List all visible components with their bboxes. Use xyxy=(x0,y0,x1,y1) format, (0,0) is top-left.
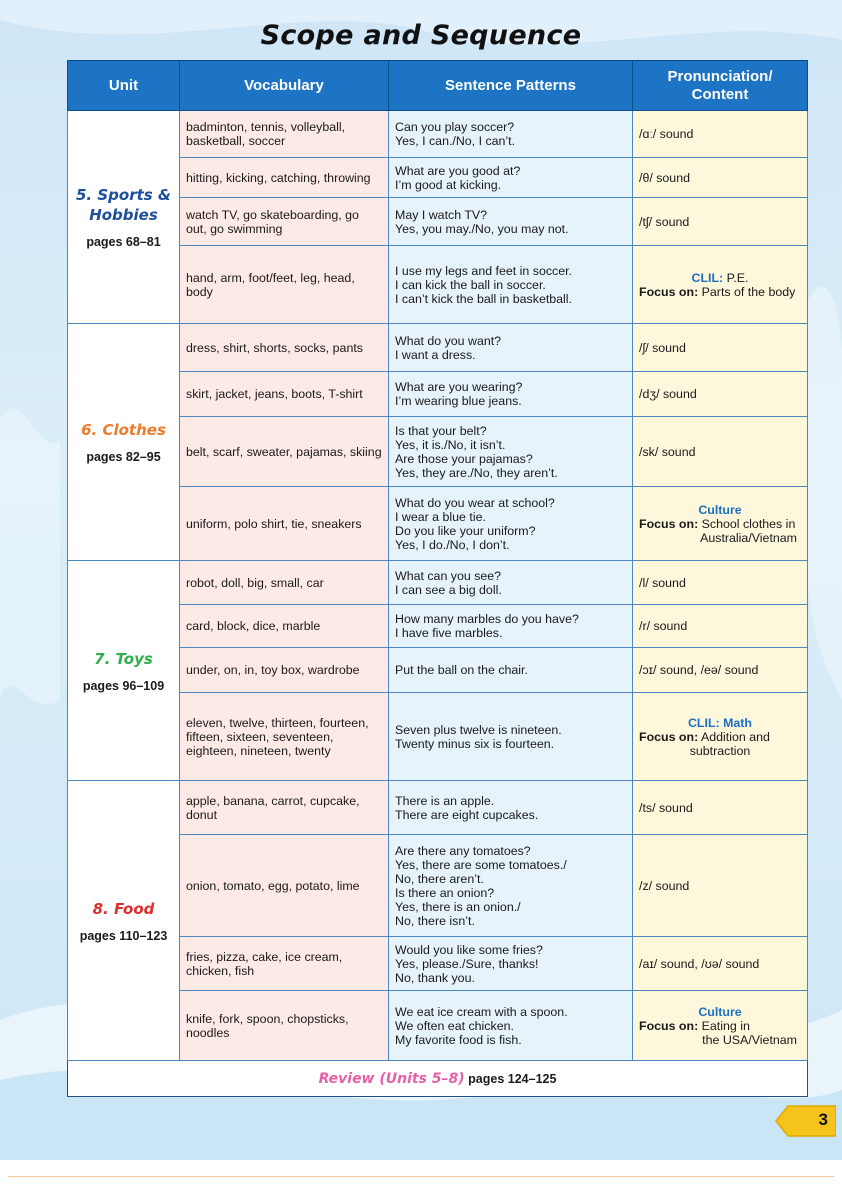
footer-rule xyxy=(8,1176,834,1177)
pattern-cell xyxy=(389,111,633,158)
vocab-cell: card, block, dice, marble xyxy=(180,605,389,648)
focus-line-2: Australia/Vietnam xyxy=(700,530,797,545)
header-unit: Unit xyxy=(68,61,180,111)
pron-cell: /dʒ/ sound xyxy=(633,372,808,417)
table-row xyxy=(68,561,808,605)
header-sentence-patterns: Sentence Patterns xyxy=(389,61,633,111)
pattern-line: I can’t kick the ball in basketball. xyxy=(395,291,573,306)
unit-pages: pages 110–123 xyxy=(79,928,168,943)
page-title: Scope and Sequence xyxy=(260,20,582,51)
pattern-line: Yes, it is./No, it isn’t. xyxy=(395,437,506,452)
pattern-line: Are there any tomatoes? xyxy=(395,843,531,858)
review-pages: pages 124–125 xyxy=(468,1071,557,1086)
focus-line: Focus on: Eating in xyxy=(639,1018,750,1033)
unit-name xyxy=(74,185,173,225)
pattern-line: Do you like your uniform? xyxy=(395,523,536,538)
pattern-line: I’m good at kicking. xyxy=(395,177,502,192)
vocab-cell: badminton, tennis, volleyball, basketball, soccer xyxy=(180,111,389,158)
pattern-line: What can you see? xyxy=(395,568,502,583)
pattern-cell xyxy=(389,561,633,605)
unit-pages: pages 68–81 xyxy=(86,235,161,249)
unit-name: 6. Clothes xyxy=(81,421,166,439)
pattern-line: Is there an onion? xyxy=(395,885,495,900)
vocab-cell: robot, doll, big, small, car xyxy=(180,561,389,605)
pattern-line: Is that your belt? xyxy=(395,423,487,438)
pattern-line: Would you like some fries? xyxy=(395,942,543,957)
vocab-cell: onion, tomato, egg, potato, lime xyxy=(180,835,389,937)
pattern-cell xyxy=(389,693,633,781)
focus-line-2: subtraction xyxy=(689,743,751,758)
vocab-cell: hand, arm, foot/feet, leg, head, body xyxy=(180,246,389,324)
vocab-cell: under, on, in, toy box, wardrobe xyxy=(180,648,389,693)
pattern-cell xyxy=(389,991,633,1061)
review-label: Review (Units 5–8) xyxy=(318,1070,465,1087)
pron-cell: /ɔɪ/ sound, /eə/ sound xyxy=(633,648,808,693)
pattern-line: No, there isn’t. xyxy=(395,913,475,928)
pattern-cell xyxy=(389,158,633,198)
unit-name-line2: Hobbies xyxy=(89,206,158,224)
unit-name: 8. Food xyxy=(92,899,155,918)
vocab-cell: knife, fork, spoon, chopsticks, noodles xyxy=(180,991,389,1061)
pattern-cell xyxy=(389,835,633,937)
content-category: CLIL: P.E. xyxy=(691,270,749,285)
review-row xyxy=(68,1061,808,1097)
pron-cell: /sk/ sound xyxy=(633,417,808,487)
vocab-cell: skirt, jacket, jeans, boots, T-shirt xyxy=(180,372,389,417)
unit-cell-5 xyxy=(68,111,180,324)
content-category: Culture xyxy=(698,1004,742,1019)
pattern-line: How many marbles do you have? xyxy=(395,612,579,626)
pron-cell: /z/ sound xyxy=(633,835,808,937)
pattern-line: Can you play soccer? xyxy=(395,120,515,134)
header-pron-line2: Content xyxy=(691,85,749,103)
pattern-line: Yes, please./Sure, thanks! xyxy=(395,956,539,971)
pattern-line: I can kick the ball in soccer. xyxy=(395,277,546,292)
unit-cell-7 xyxy=(68,561,180,781)
pattern-line: What do you want? xyxy=(395,333,502,348)
pattern-cell xyxy=(389,487,633,561)
pattern-line: Yes, there is an onion./ xyxy=(395,899,521,914)
pattern-line: Yes, they are./No, they aren’t. xyxy=(395,465,558,480)
unit-cell-8 xyxy=(68,781,180,1061)
unit-pages: pages 82–95 xyxy=(86,450,161,464)
pron-cell: /ɑː/ sound xyxy=(633,111,808,158)
vocab-cell: belt, scarf, sweater, pajamas, skiing xyxy=(180,417,389,487)
unit-pages: pages 96–109 xyxy=(82,678,165,693)
pron-cell xyxy=(633,487,808,561)
pattern-line: Twenty minus six is fourteen. xyxy=(395,736,555,751)
pron-cell: /r/ sound xyxy=(633,605,808,648)
pattern-line: No, thank you. xyxy=(395,970,475,985)
pron-cell: /θ/ sound xyxy=(633,158,808,198)
pattern-line: No, there aren’t. xyxy=(395,871,484,886)
pattern-line: Yes, you may./No, you may not. xyxy=(395,221,569,236)
review-cell xyxy=(68,1061,808,1097)
pattern-line: May I watch TV? xyxy=(395,207,488,222)
vocab-cell: watch TV, go skateboarding, go out, go swimming xyxy=(180,198,389,246)
pattern-line: I wear a blue tie. xyxy=(395,509,486,524)
page-number: 3 xyxy=(818,1110,828,1129)
pattern-cell xyxy=(389,605,633,648)
scope-sequence-table xyxy=(67,60,808,1097)
pattern-cell xyxy=(389,198,633,246)
header-vocabulary: Vocabulary xyxy=(180,61,389,111)
pattern-line: I can see a big doll. xyxy=(395,582,502,597)
pattern-line: I’m wearing blue jeans. xyxy=(395,394,522,408)
pattern-line: Yes, there are some tomatoes./ xyxy=(395,857,567,872)
pattern-line: We eat ice cream with a spoon. xyxy=(395,1004,568,1019)
table-row xyxy=(68,324,808,372)
table-header-row xyxy=(68,61,808,111)
pattern-cell xyxy=(389,324,633,372)
pattern-line: What do you wear at school? xyxy=(395,495,555,510)
pattern-line: Yes, I can./No, I can’t. xyxy=(395,134,516,148)
pattern-line: My favorite food is fish. xyxy=(395,1032,522,1047)
pattern-line: We often eat chicken. xyxy=(395,1018,514,1033)
page-number-tab xyxy=(774,1104,836,1138)
vocab-cell: fries, pizza, cake, ice cream, chicken, fish xyxy=(180,937,389,991)
table-row xyxy=(68,781,808,835)
unit-name: 7. Toys xyxy=(94,649,153,668)
unit-name-line1: 5. Sports & xyxy=(75,186,171,204)
content-category: Culture xyxy=(698,502,742,517)
content-category: CLIL: Math xyxy=(687,715,753,730)
pron-cell: /aɪ/ sound, /ʊə/ sound xyxy=(633,937,808,991)
header-pron-line1: Pronunciation/ xyxy=(667,67,773,85)
pron-cell: /tʃ/ sound xyxy=(633,198,808,246)
focus-line: Focus on: Addition and xyxy=(639,729,770,744)
pattern-line: What are you wearing? xyxy=(395,380,523,394)
pattern-cell xyxy=(389,781,633,835)
focus-line: Focus on: Parts of the body xyxy=(639,284,796,299)
unit-cell-6 xyxy=(68,324,180,561)
pattern-cell xyxy=(389,417,633,487)
focus-line: Focus on: School clothes in xyxy=(639,516,796,531)
pattern-line: There are eight cupcakes. xyxy=(395,807,539,822)
pattern-line: There is an apple. xyxy=(395,793,495,808)
pron-cell: /ts/ sound xyxy=(633,781,808,835)
pattern-cell xyxy=(389,372,633,417)
pattern-cell xyxy=(389,937,633,991)
vocab-cell: dress, shirt, shorts, socks, pants xyxy=(180,324,389,372)
pron-cell xyxy=(633,246,808,324)
pron-cell: /l/ sound xyxy=(633,561,808,605)
vocab-cell: eleven, twelve, thirteen, fourteen, fifteen, sixteen, seventeen, eighteen, nineteen, twenty xyxy=(180,693,389,781)
header-pronunciation-content xyxy=(633,61,808,111)
pattern-line: Seven plus twelve is nineteen. xyxy=(395,722,562,737)
vocab-cell: uniform, polo shirt, tie, sneakers xyxy=(180,487,389,561)
pattern-line: Are those your pajamas? xyxy=(395,451,533,466)
focus-line-2: the USA/Vietnam xyxy=(702,1032,797,1047)
table-row xyxy=(68,111,808,158)
vocab-cell: hitting, kicking, catching, throwing xyxy=(180,158,389,198)
pattern-line: Put the ball on the chair. xyxy=(395,663,528,677)
pattern-line: What are you good at? xyxy=(395,163,521,178)
pattern-line: Yes, I do./No, I don’t. xyxy=(395,537,510,552)
pron-cell xyxy=(633,693,808,781)
pattern-line: I want a dress. xyxy=(395,347,476,362)
pattern-cell xyxy=(389,648,633,693)
pattern-cell xyxy=(389,246,633,324)
pattern-line: I have five marbles. xyxy=(395,626,503,640)
pattern-line: I use my legs and feet in soccer. xyxy=(395,263,573,278)
pron-cell xyxy=(633,991,808,1061)
vocab-cell: apple, banana, carrot, cupcake, donut xyxy=(180,781,389,835)
pron-cell: /ʃ/ sound xyxy=(633,324,808,372)
